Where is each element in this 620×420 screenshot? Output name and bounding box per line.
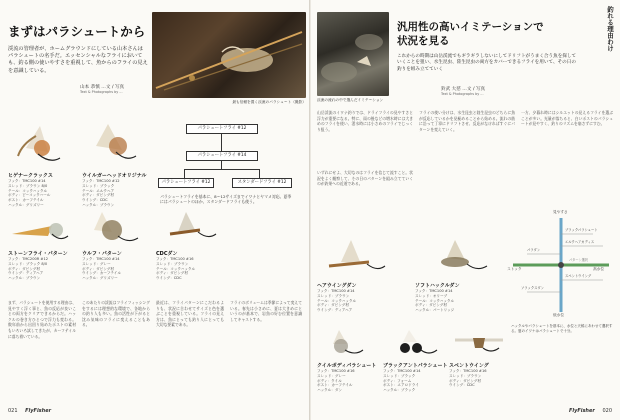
recipe-line: ボディ：ダビング材 bbox=[156, 271, 188, 276]
axis-label-top: 見やすさ bbox=[553, 210, 568, 214]
recipe-line: ハックル：ブラウン bbox=[82, 202, 115, 207]
recipe-line: テール：コックハックル bbox=[156, 266, 196, 271]
dry-fly-icon bbox=[8, 118, 72, 170]
fly-recipe bbox=[383, 369, 445, 393]
recipe-line: スレッド：ブラウン bbox=[156, 261, 189, 266]
axis-center bbox=[558, 262, 564, 268]
recipe-line: ハックル：グリズリー bbox=[8, 202, 44, 207]
body-paragraph: まず、パラシュートを使用する理由は、見やすく浮く事と、魚の反応が良いことの両方をクリアできるからだ。ハックルの巻き方ひとつで浮力も変わる。数年前から出回り始めたポストの素材もいろいろ試してきたが、カーフテイルに落ち着いている。 bbox=[8, 300, 76, 339]
stream-rocks-illustration bbox=[317, 12, 389, 96]
chart-item: パラダン bbox=[527, 248, 541, 252]
fly-photo-r1 bbox=[317, 236, 389, 280]
fly-photo-3 bbox=[8, 212, 72, 248]
fly-photo-2 bbox=[82, 118, 146, 170]
fly-recipe bbox=[82, 257, 144, 281]
recipe-line: ボディ：ダビング材 bbox=[449, 378, 481, 383]
body-paragraph: 一方、夕暮れ時にはシルエットの見えるフライを選ぶことが多い。光量が落ちると、白いポストのパラシュートが見やすく、釣りのリズムを崩さずにすむ。 bbox=[521, 110, 613, 127]
right-headline-1: 汎用性の高いイミテーションで bbox=[397, 21, 544, 33]
quadrant-axes bbox=[507, 210, 615, 320]
flow-box-b: パラシュートフライ #14 bbox=[186, 151, 258, 161]
chart-item: スペントウイング bbox=[565, 274, 592, 278]
fly-recipe bbox=[8, 179, 78, 208]
recipe-line: スレッド：ブラック 8/0 bbox=[8, 261, 48, 266]
recipe-line: フック：TMC100 #16 bbox=[156, 257, 194, 261]
axis-label-right: 高水位 bbox=[593, 267, 605, 271]
recipe-line: テール：コックハックル bbox=[8, 188, 48, 193]
recipe-line: ウイング：CDC bbox=[82, 198, 108, 203]
recipe-line: ポスト：カーフテイル bbox=[317, 383, 353, 388]
body-paragraph: フライの使い分けは、水生昆虫と陸生昆虫のどちらに魚が反応しているかを見極めることから始める。流れの筋に沿って丁寧にドリフトさせ、反応がなければすぐにパターンを変えていく。 bbox=[419, 110, 515, 132]
recipe-line: フック：TMC200R #12 bbox=[8, 257, 49, 261]
fly-name: ストーンフライ・パターン bbox=[8, 251, 68, 257]
flow-connector bbox=[184, 169, 185, 178]
body-paragraph: いずれにせよ、大切なのはフライを信じて流すこと。状況をよく観察して、その日のパターンを組み立てていくのが釣果への近道である。 bbox=[317, 170, 413, 187]
chart-item: ソラックスダン bbox=[521, 286, 545, 290]
left-byline-en: Text & Photographs by ... bbox=[80, 90, 123, 94]
recipe-line: ウイング：ディアヘア bbox=[8, 271, 44, 276]
magazine-name: FlyFisher bbox=[568, 408, 595, 414]
hairwing-dun-icon bbox=[317, 236, 389, 280]
recipe-line: テール：コックハックル bbox=[415, 298, 455, 303]
recipe-line: ハックル：ブラウン bbox=[8, 276, 41, 281]
stonefly-icon bbox=[8, 212, 72, 248]
fly-recipe bbox=[317, 369, 379, 393]
right-body-col-2 bbox=[419, 110, 515, 132]
fly-photo-r3 bbox=[317, 326, 377, 360]
recipe-line: テール：エルクヘア bbox=[82, 188, 115, 193]
series-title: 釣れる理由わけ bbox=[606, 6, 614, 52]
fly-name: ソフトハックルダン bbox=[415, 283, 460, 289]
recipe-line: ウイング：ディアヘア bbox=[317, 308, 353, 313]
recipe-line: フック：TMC100 #14 bbox=[415, 289, 453, 293]
fly-name: ヘアウイングダン bbox=[317, 283, 357, 289]
recipe-line: フック：TMC100 #12 bbox=[82, 179, 120, 183]
chart-note: ハックルやパラシュートを基本に、水位と天候にあわせて選択する。夏のイワナはパラシュートで十分。 bbox=[511, 324, 613, 333]
chart-item: ブラックパラシュート bbox=[565, 228, 598, 232]
flow-connector bbox=[221, 133, 222, 151]
right-photo-caption: 渓流の流れの中で選んだイミテーション bbox=[317, 98, 384, 102]
body-paragraph: フライのボリュームは季節によって変えている。春先は小さめに、夏は大きめにというのが基本で、岩魚の好む位置を意識してキャストする。 bbox=[230, 300, 302, 322]
chart-center-note: パターン選択 bbox=[569, 258, 589, 262]
magazine-name: FlyFisher bbox=[25, 408, 52, 414]
recipe-line: ボディ：クイル bbox=[317, 378, 342, 383]
recipe-line: フック：TMC100 #16 bbox=[317, 369, 355, 373]
recipe-line: ウイング：カーフテイル bbox=[82, 271, 121, 276]
recipe-line: スレッド：ブラウン bbox=[317, 293, 350, 298]
top-photo-fly-rod bbox=[152, 12, 306, 98]
fly-recipe bbox=[317, 289, 407, 313]
fly-recipe bbox=[8, 257, 70, 281]
recipe-line: ボディ：ダビング材 bbox=[8, 266, 40, 271]
right-body-col-1 bbox=[317, 110, 413, 132]
spent-wing-icon bbox=[449, 326, 509, 360]
fly-recipe bbox=[82, 179, 148, 208]
soft-hackle-dun-icon bbox=[415, 236, 495, 280]
recipe-line: ボディ：ダビング材 bbox=[317, 303, 349, 308]
right-byline-en: Text & Photographs by ... bbox=[441, 92, 484, 96]
recipe-line: ウイング：CDC bbox=[156, 276, 182, 281]
recipe-line: スレッド：オリーブ bbox=[415, 293, 448, 298]
left-body-col-1 bbox=[8, 300, 76, 339]
recipe-line: ボディ：ダビング材 bbox=[415, 303, 447, 308]
left-body-col-4 bbox=[230, 300, 302, 322]
recipe-line: スレッド：ブラック bbox=[383, 373, 416, 378]
page-number: 020 bbox=[602, 408, 612, 414]
axis-label-bottom: 低水位 bbox=[553, 313, 565, 317]
recipe-line: スレッド：ブラウン 8/0 bbox=[8, 183, 48, 188]
left-byline: 山本 恭慎 …文 / 写真 bbox=[80, 85, 125, 90]
flow-note: パラシュートフライを基本に、8〜12サイズまでイワナとヤマメ対応。夏季にはパラシュートのほか、スタンダードフライも使う。 bbox=[160, 194, 292, 205]
fly-photo-r2 bbox=[415, 236, 495, 280]
dry-fly-icon bbox=[82, 118, 146, 170]
recipe-line: フック：TMC100 #14 bbox=[82, 257, 120, 261]
recipe-line: フック：TMC100 #14 bbox=[8, 179, 46, 183]
recipe-line: フック：TMC100 #14 bbox=[383, 369, 421, 373]
body-paragraph: 山岳渓流のイワナ釣りでは、ドライフライの見やすさと浮力が重要になる。特に、雨の後などの増水時には大きめのフライを使い、渇水時には小さめのフライでじっくり狙う。 bbox=[317, 110, 413, 132]
left-photo-caption: 最も信頼を置く渓流のパラシュート（撮影） bbox=[232, 100, 306, 104]
left-lead: 渓流の管理者が、ホームグラウンドにしている山本さんはパラシュートの名手だ。エッセンシャルなフライにおいても、釣る側の使いやすさを重視して、魚からのフライの見えを意識している。 bbox=[8, 46, 148, 74]
recipe-line: スレッド：ブラウン bbox=[449, 373, 482, 378]
fly-name: クイルボディパラシュート bbox=[317, 363, 377, 369]
recipe-line: スレッド：グレー bbox=[82, 261, 111, 266]
fly-recipe bbox=[156, 257, 218, 281]
recipe-line: ポスト：カーフテイル bbox=[8, 198, 44, 203]
flow-box-c: パラシュートフライ #12 bbox=[158, 178, 214, 188]
chart-item: エルクヘアカディス bbox=[565, 240, 595, 244]
page-number: 021 bbox=[8, 408, 18, 414]
left-folio bbox=[8, 408, 51, 414]
right-body-col-3 bbox=[521, 110, 613, 127]
recipe-line: ハックル：ブラック bbox=[383, 388, 416, 393]
fly-recipe bbox=[415, 289, 505, 313]
quill-parachute-icon bbox=[317, 326, 377, 360]
fly-recipe bbox=[449, 369, 509, 388]
recipe-line: スレッド：グレー bbox=[317, 373, 346, 378]
fly-name: スペントウイング bbox=[449, 363, 489, 369]
right-lead: これからの時期は山岳渓流でもギラギラしないにしてドリフトがうまく合う魚を探していくことを狙い、水生昆虫、陸生昆虫の両方をカバーできるフライを用いて、その日の釣りを組み立てていく bbox=[397, 54, 577, 72]
fly-photo-r5 bbox=[449, 326, 509, 360]
fly-name: ウイルガーヘッドオリジナル bbox=[82, 173, 147, 179]
flow-connector bbox=[259, 169, 260, 178]
body-paragraph: このあたりの渓流はフライフィッシングをするには理想的な環境で、各地からの釣り人も多い。魚の活性が下がると沈み気味のフライに変えることもある。 bbox=[82, 300, 150, 328]
top-photo-stream bbox=[317, 12, 389, 96]
recipe-line: フック：TMC100 #16 bbox=[449, 369, 487, 373]
recipe-line: ボディ：ダビング材 bbox=[82, 193, 114, 198]
recipe-line: ウイング：CDC bbox=[449, 383, 475, 388]
wulff-fly-icon bbox=[82, 208, 146, 248]
axis-label-left: ストック bbox=[507, 267, 522, 271]
fly-photo-4 bbox=[82, 208, 146, 248]
fly-photo-r4 bbox=[383, 326, 443, 360]
right-byline: 鈴武 大慈 …文 / 写真 bbox=[441, 87, 486, 92]
right-headline-2: 状況を見る bbox=[397, 35, 450, 47]
fly-name: CDCダン bbox=[156, 251, 178, 257]
flow-connector bbox=[184, 169, 260, 170]
cdc-dun-icon bbox=[156, 208, 220, 248]
recipe-line: ハックル：パートリッジ bbox=[415, 308, 455, 313]
flow-box-a: パラシュートフライ #12 bbox=[186, 124, 258, 134]
selection-chart bbox=[507, 210, 615, 320]
fly-name: ヒゲナークラックス bbox=[8, 173, 53, 179]
recipe-line: ハックル：グリズリー bbox=[82, 276, 118, 281]
right-body-col-4 bbox=[317, 170, 413, 187]
recipe-line: ハックル：ダン bbox=[317, 388, 343, 393]
recipe-line: スレッド：ブラック bbox=[82, 183, 115, 188]
right-folio bbox=[569, 408, 612, 414]
recipe-line: テール：コックハックル bbox=[317, 298, 357, 303]
fly-photo-5 bbox=[156, 208, 220, 248]
fly-rod-illustration bbox=[152, 12, 306, 98]
flow-box-d: スタンダードフライ #12 bbox=[232, 178, 292, 188]
left-headline: まずはパラシュートから bbox=[8, 24, 146, 39]
body-paragraph: 最近は、フライパターンにこだわるよりも、状況に合わせてサイズと色を選ぶことを重視している。フライの見え方は、魚にとっても釣り人にとっても大切な要素である。 bbox=[156, 300, 224, 328]
fly-photo-1 bbox=[8, 118, 72, 170]
right-page bbox=[311, 0, 620, 420]
recipe-line: ボディ：ダビング材 bbox=[82, 266, 114, 271]
recipe-line: ボディ：ピーコックハール bbox=[8, 193, 51, 198]
recipe-line: ポスト：エアロドライ bbox=[383, 383, 419, 388]
left-body-col-3 bbox=[156, 300, 224, 328]
fly-name: ウルフ・パターン bbox=[82, 251, 122, 257]
left-page bbox=[0, 0, 309, 420]
flow-connector bbox=[221, 160, 222, 169]
left-body-col-2 bbox=[82, 300, 150, 328]
fly-name: ブラックアントパラシュート bbox=[383, 363, 448, 369]
black-ant-icon bbox=[383, 326, 443, 360]
recipe-line: ボディ：フォーム bbox=[383, 378, 412, 383]
recipe-line: フック：TMC100 #14 bbox=[317, 289, 355, 293]
